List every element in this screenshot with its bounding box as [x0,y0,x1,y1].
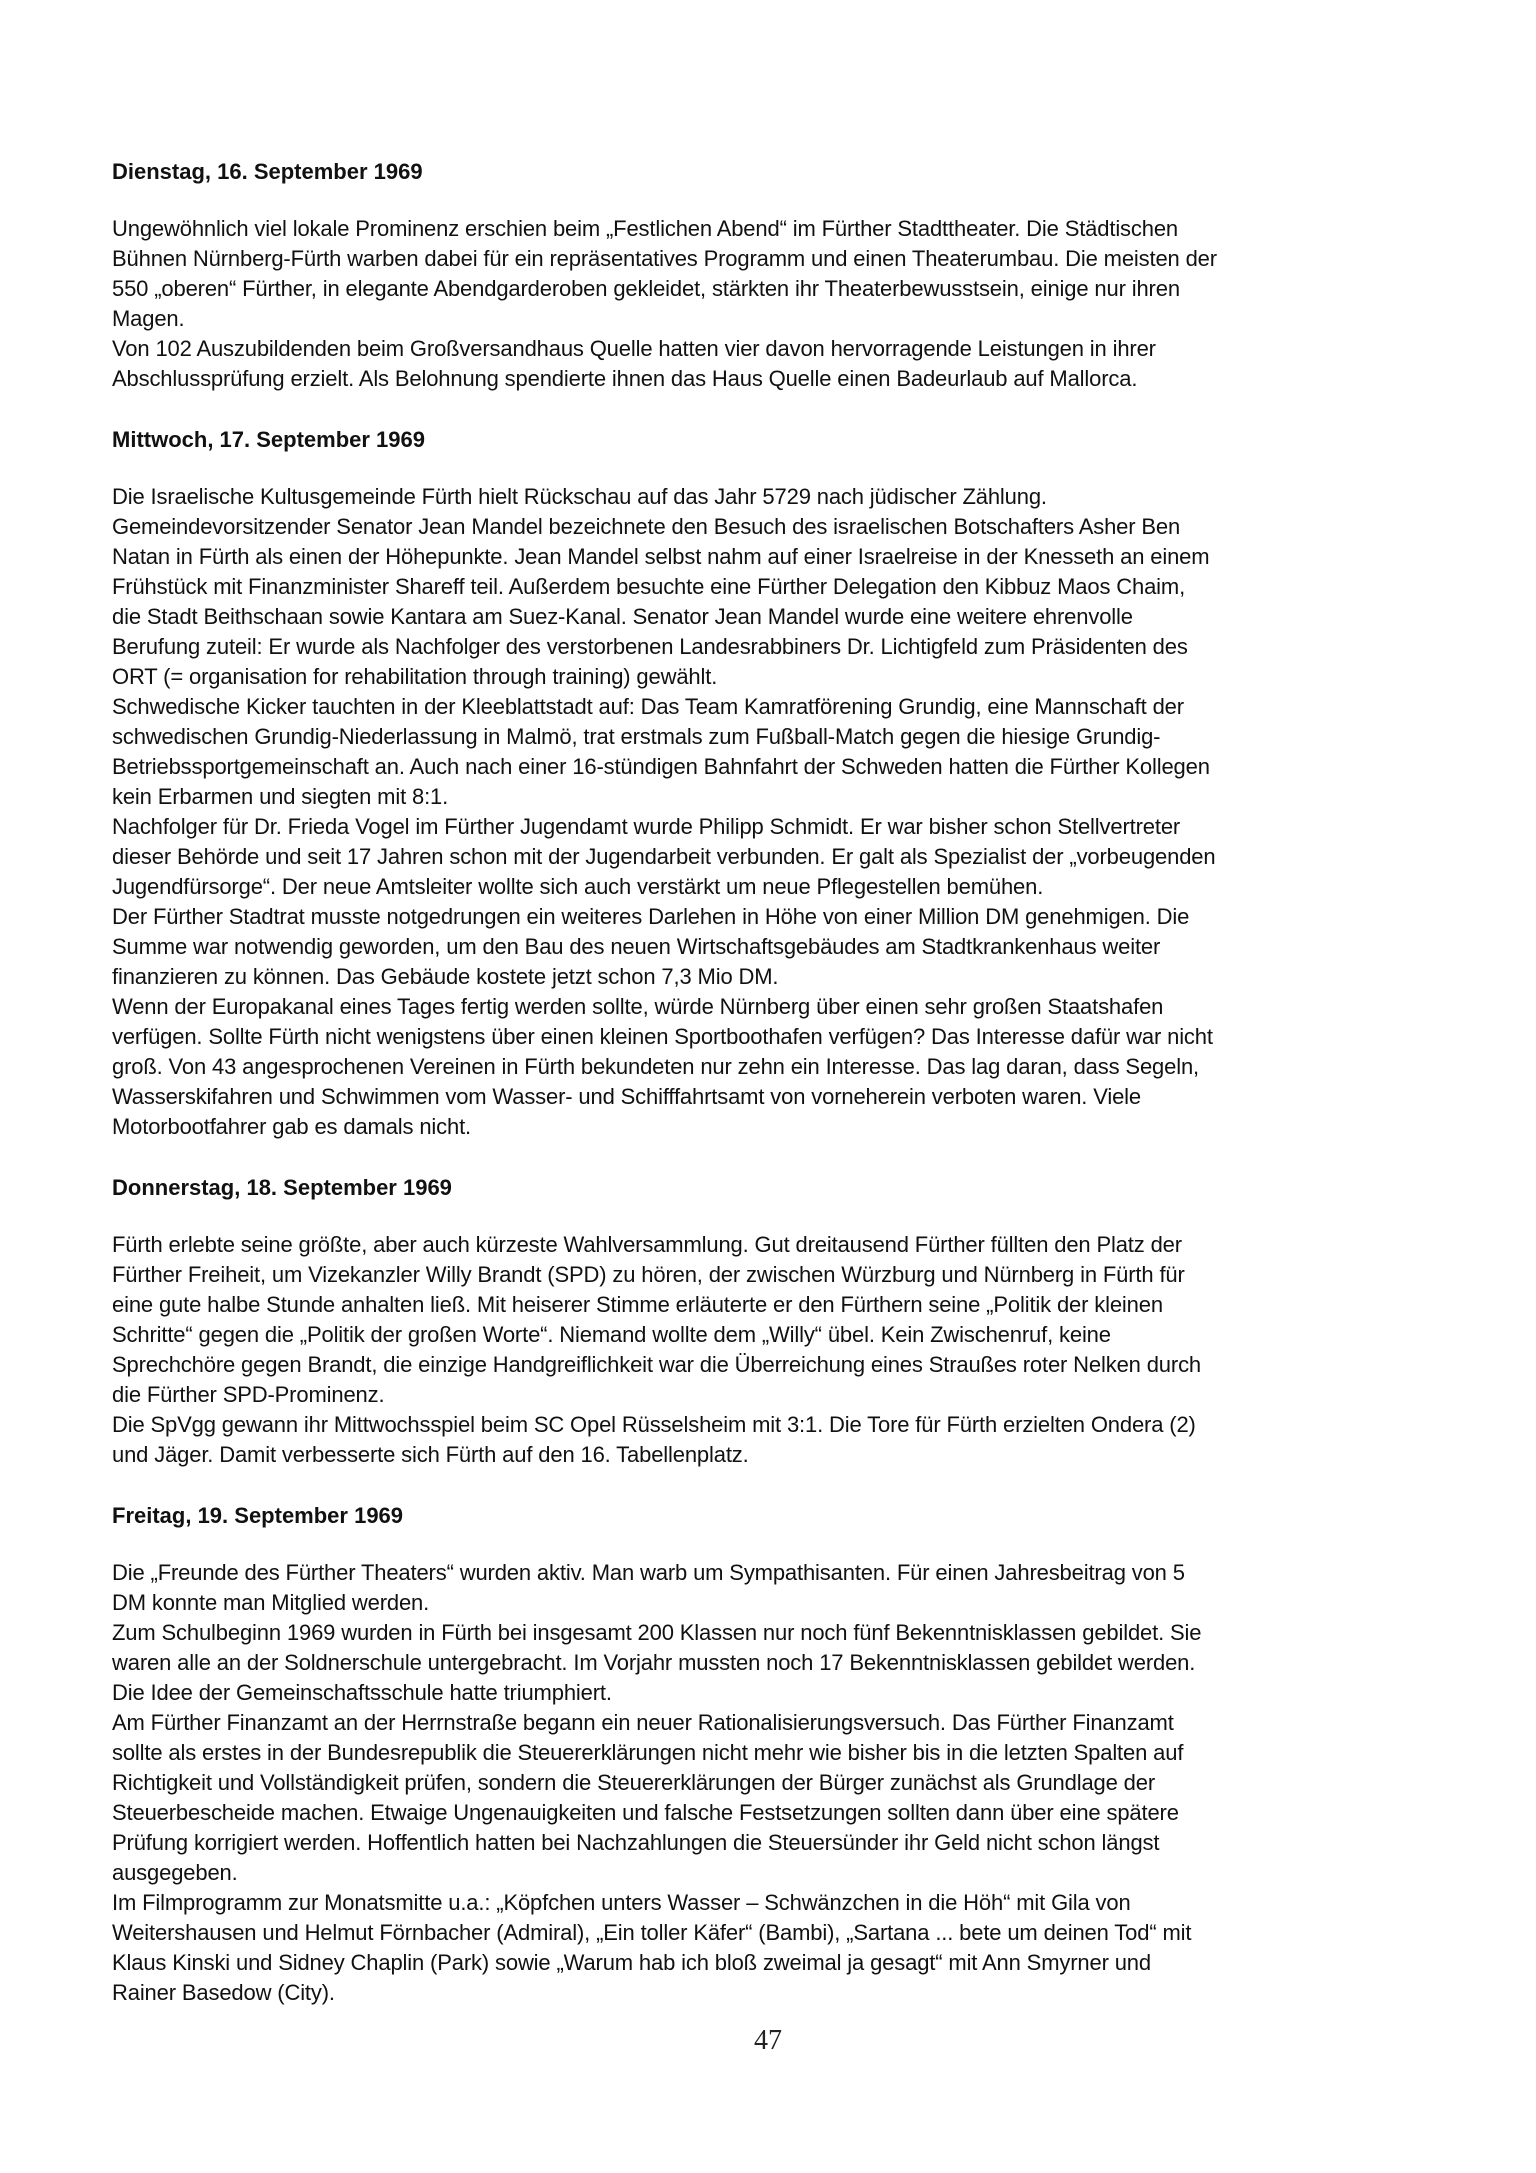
document-body [112,157,1442,2039]
text-line: dieser Behörde und seit 17 Jahren schon mit der Jugendarbeit verbunden. Er galt als Spezialist der „vorbeugenden [112,844,1216,869]
section-heading: Dienstag, 16. September 1969 [112,159,423,184]
text-line: Wenn der Europakanal eines Tages fertig werden sollte, würde Nürnberg über einen sehr großen Staatshafen [112,994,1164,1019]
text-line: Die „Freunde des Fürther Theaters“ wurden aktiv. Man warb um Sympathisanten. Für einen Jahresbeitrag von 5 [112,1560,1185,1585]
text-line: und Jäger. Damit verbesserte sich Fürth auf den 16. Tabellenplatz. [112,1442,749,1467]
text-line: Die Israelische Kultusgemeinde Fürth hielt Rückschau auf das Jahr 5729 nach jüdischer Zählung. [112,484,1047,509]
text-line: Bühnen Nürnberg-Fürth warben dabei für ein repräsentatives Programm und einen Theaterumbau. Die meisten der [112,246,1217,271]
text-line: Im Filmprogramm zur Monatsmitte u.a.: „Köpfchen unters Wasser – Schwänzchen in die Höh“ mit Gila von [112,1890,1131,1915]
text-line: kein Erbarmen und siegten mit 8:1. [112,784,449,809]
text-line: Berufung zuteil: Er wurde als Nachfolger des verstorbenen Landesrabbiners Dr. Lichtigfeld zum Präsidenten des [112,634,1188,659]
text-line: Fürth erlebte seine größte, aber auch kürzeste Wahlversammlung. Gut dreitausend Fürther füllten den Platz der [112,1232,1182,1257]
text-line: die Fürther SPD-Prominenz. [112,1382,385,1407]
text-line: Von 102 Auszubildenden beim Großversandhaus Quelle hatten vier davon hervorragende Leistungen in ihrer [112,336,1156,361]
text-line: Der Fürther Stadtrat musste notgedrungen ein weiteres Darlehen in Höhe von einer Million DM genehmigen. Die [112,904,1190,929]
text-line: Natan in Fürth als einen der Höhepunkte. Jean Mandel selbst nahm auf einer Israelreise in der Knesseth an einem [112,544,1210,569]
text-line: sollte als erstes in der Bundesrepublik die Steuererklärungen nicht mehr wie bisher bis in die letzten Spalten auf [112,1740,1184,1765]
day-section [112,1501,1442,2008]
section-heading: Mittwoch, 17. September 1969 [112,427,425,452]
text-line: Steuerbescheide machen. Etwaige Ungenauigkeiten und falsche Festsetzungen sollten dann über eine spätere [112,1800,1179,1825]
text-line: waren alle an der Soldnerschule untergebracht. Im Vorjahr mussten noch 17 Bekenntnisklassen gebildet werden. [112,1650,1196,1675]
text-line: Rainer Basedow (City). [112,1980,335,2005]
text-line: Sprechchöre gegen Brandt, die einzige Handgreiflichkeit war die Überreichung eines Straußes roter Nelken durch [112,1352,1202,1377]
text-line: ORT (= organisation for rehabilitation through training) gewählt. [112,664,718,689]
text-line: die Stadt Beithschaan sowie Kantara am Suez-Kanal. Senator Jean Mandel wurde eine weitere ehrenvolle [112,604,1133,629]
text-line: Klaus Kinski und Sidney Chaplin (Park) sowie „Warum hab ich bloß zweimal ja gesagt“ mit Ann Smyrner und [112,1950,1151,1975]
text-line: Ungewöhnlich viel lokale Prominenz erschien beim „Festlichen Abend“ im Fürther Stadttheater. Die Städtischen [112,216,1179,241]
text-line: groß. Von 43 angesprochenen Vereinen in Fürth bekundeten nur zehn ein Interesse. Das lag daran, dass Segeln, [112,1054,1199,1079]
text-line: Zum Schulbeginn 1969 wurden in Fürth bei insgesamt 200 Klassen nur noch fünf Bekenntnisklassen gebildet. Sie [112,1620,1202,1645]
day-section [112,1173,1442,1470]
text-line: schwedischen Grundig-Niederlassung in Malmö, trat erstmals zum Fußball-Match gegen die hiesige Grundig- [112,724,1161,749]
text-line: ausgegeben. [112,1860,238,1885]
text-line: verfügen. Sollte Fürth nicht wenigstens über einen kleinen Sportboothafen verfügen? Das Interesse dafür war nicht [112,1024,1213,1049]
text-line: DM konnte man Mitglied werden. [112,1590,430,1615]
text-line: Gemeindevorsitzender Senator Jean Mandel bezeichnete den Besuch des israelischen Botschafters Asher Ben [112,514,1181,539]
text-line: 550 „oberen“ Fürther, in elegante Abendgarderoben gekleidet, stärkten ihr Theaterbewusstsein, einige nur ihren [112,276,1180,301]
text-line: Betriebssportgemeinschaft an. Auch nach einer 16-stündigen Bahnfahrt der Schweden hatten die Fürther Kollegen [112,754,1210,779]
day-section [112,157,1442,394]
text-line: Am Fürther Finanzamt an der Herrnstraße begann ein neuer Rationalisierungsversuch. Das Fürther Finanzamt [112,1710,1174,1735]
text-line: Fürther Freiheit, um Vizekanzler Willy Brandt (SPD) zu hören, der zwischen Würzburg und Nürnberg in Fürth für [112,1262,1185,1287]
text-line: Jugendfürsorge“. Der neue Amtsleiter wollte sich auch verstärkt um neue Pflegestellen bemühen. [112,874,1044,899]
section-heading: Donnerstag, 18. September 1969 [112,1175,452,1200]
text-line: Die SpVgg gewann ihr Mittwochsspiel beim SC Opel Rüsselsheim mit 3:1. Die Tore für Fürth erzielten Ondera (2) [112,1412,1196,1437]
section-heading: Freitag, 19. September 1969 [112,1503,404,1528]
text-line: Nachfolger für Dr. Frieda Vogel im Fürther Jugendamt wurde Philipp Schmidt. Er war bisher schon Stellvertreter [112,814,1181,839]
text-line: Magen. [112,306,185,331]
text-line: Richtigkeit und Vollständigkeit prüfen, sondern die Steuererklärungen der Bürger zunächst als Grundlage der [112,1770,1156,1795]
text-line: Wasserskifahren und Schwimmen vom Wasser- und Schifffahrtsamt von vorneherein verboten waren. Viele [112,1084,1142,1109]
text-line: Schritte“ gegen die „Politik der großen Worte“. Niemand wollte dem „Willy“ übel. Kein Zwischenruf, keine [112,1322,1111,1347]
page-number: 47 [754,2025,782,2056]
text-line: eine gute halbe Stunde anhalten ließ. Mit heiserer Stimme erläuterte er den Fürthern seine „Politik der kleinen [112,1292,1163,1317]
text-line: Frühstück mit Finanzminister Shareff teil. Außerdem besuchte eine Fürther Delegation den Kibbuz Maos Chaim, [112,574,1186,599]
text-line: Prüfung korrigiert werden. Hoffentlich hatten bei Nachzahlungen die Steuersünder ihr Geld nicht schon längst [112,1830,1160,1855]
day-section [112,425,1442,1142]
text-line: Die Idee der Gemeinschaftsschule hatte triumphiert. [112,1680,612,1705]
text-line: Abschlussprüfung erzielt. Als Belohnung spendierte ihnen das Haus Quelle einen Badeurlaub auf Mallorca. [112,366,1138,391]
text-line: Motorbootfahrer gab es damals nicht. [112,1114,472,1139]
text-line: Schwedische Kicker tauchten in der Kleeblattstadt auf: Das Team Kamratförening Grundig, eine Mannschaft der [112,694,1184,719]
text-line: finanzieren zu können. Das Gebäude kostete jetzt schon 7,3 Mio DM. [112,964,779,989]
text-line: Summe war notwendig geworden, um den Bau des neuen Wirtschaftsgebäudes am Stadtkrankenhaus weiter [112,934,1161,959]
text-line: Weitershausen und Helmut Förnbacher (Admiral), „Ein toller Käfer“ (Bambi), „Sartana ... bete um deinen Tod“ mit [112,1920,1192,1945]
